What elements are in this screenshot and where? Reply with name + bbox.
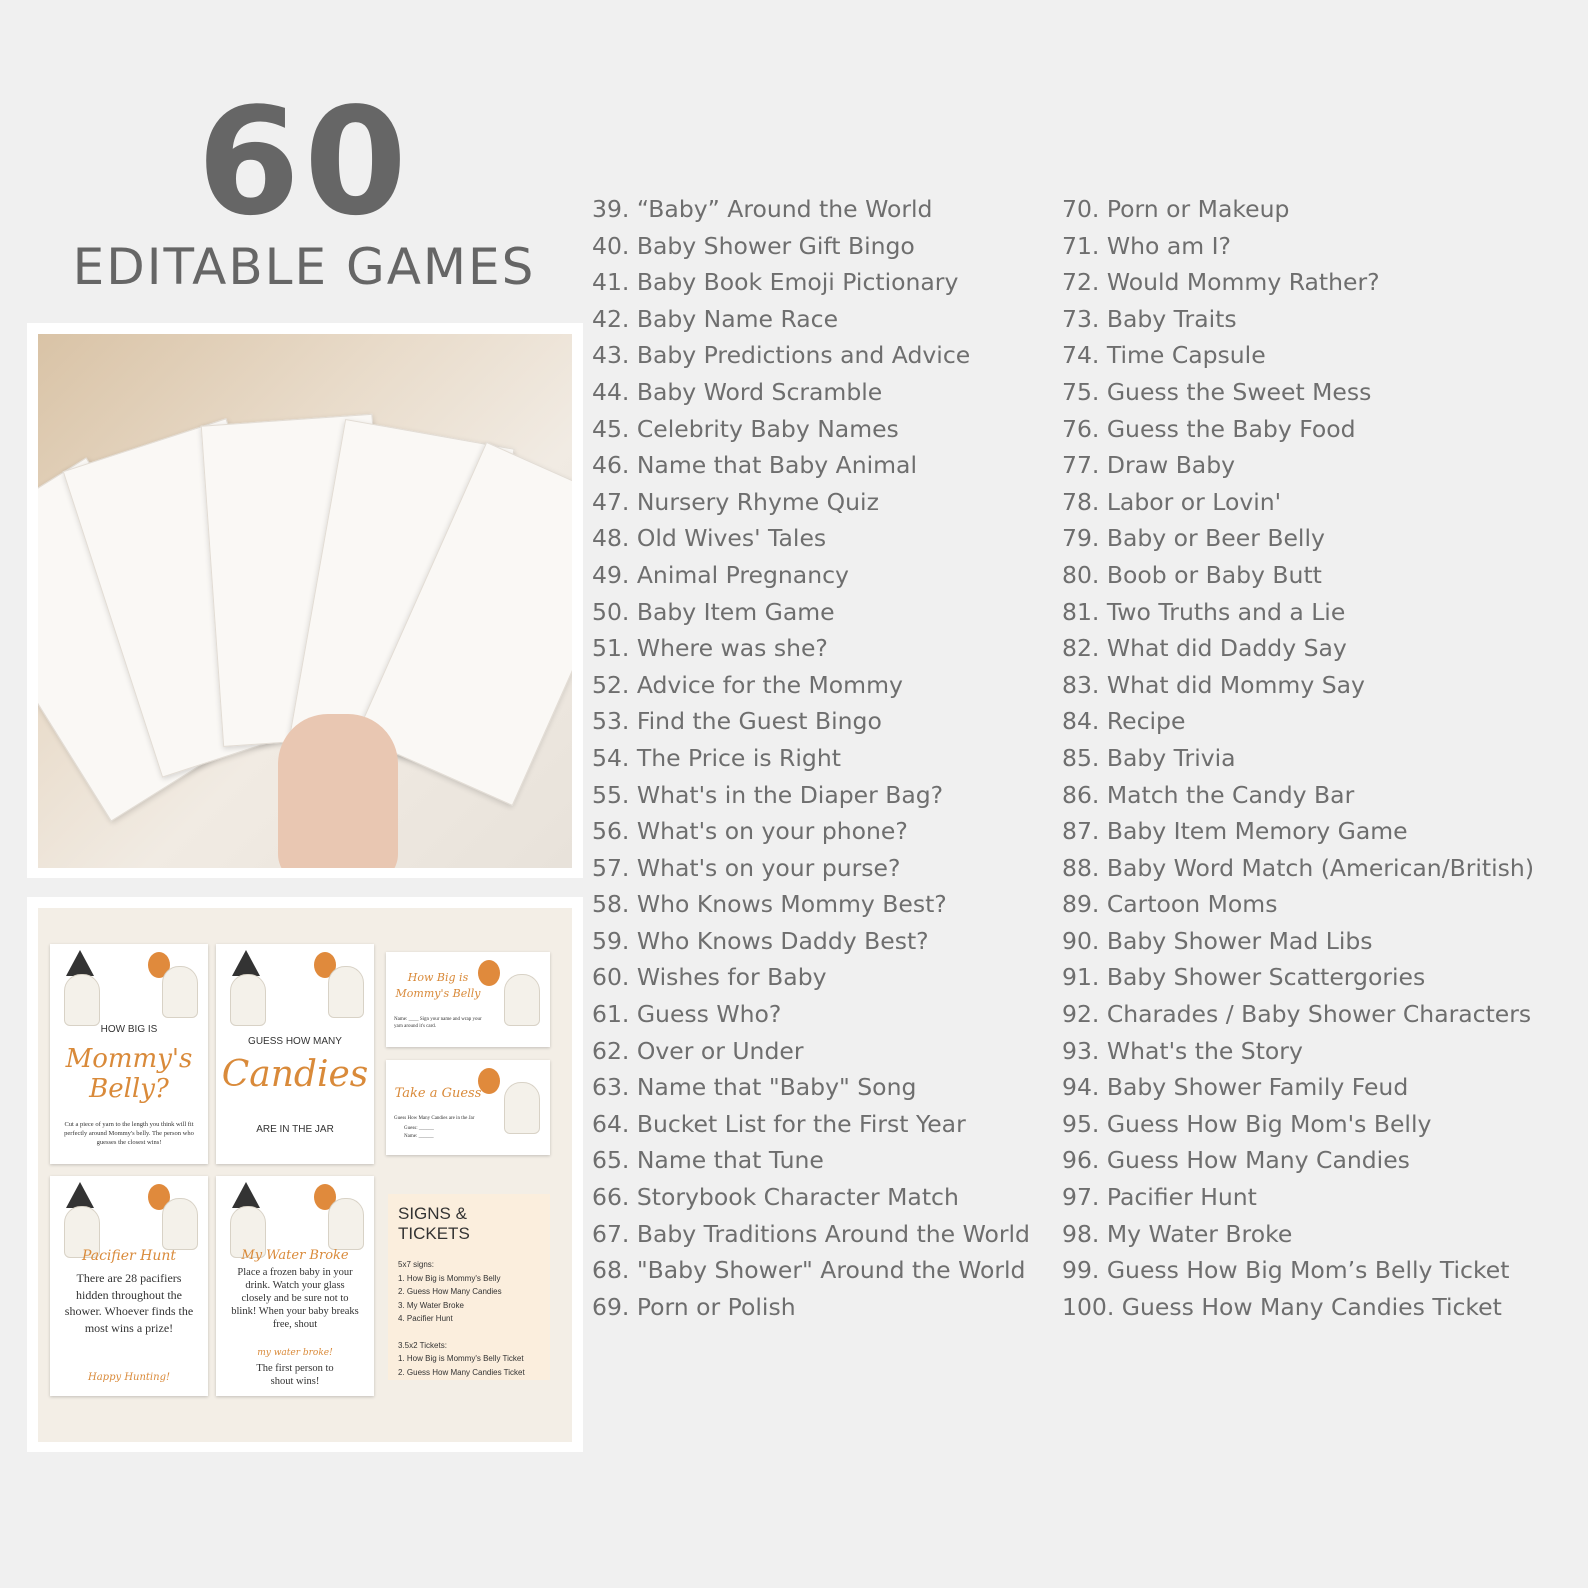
- product-photo-frame: [27, 323, 583, 878]
- game-list-item: 91. Baby Shower Scattergories: [1062, 963, 1426, 992]
- game-list-item: 58. Who Knows Mommy Best?: [592, 890, 947, 919]
- game-list-item: 74. Time Capsule: [1062, 341, 1266, 370]
- card-top-text: HOW BIG IS: [100, 1024, 158, 1035]
- ticket-take-a-guess: [386, 1060, 550, 1155]
- card-script-text: My Water Broke: [241, 1248, 349, 1263]
- witch-hat-icon: [232, 950, 260, 976]
- game-list-item: 60. Wishes for Baby: [592, 963, 827, 992]
- card-script-text: Pacifier Hunt: [81, 1248, 177, 1264]
- card-pacifier-hunt: [50, 1176, 208, 1396]
- game-list-item: 45. Celebrity Baby Names: [592, 414, 899, 443]
- game-list-item: 96. Guess How Many Candies: [1062, 1146, 1410, 1175]
- card-body-text: Place a frozen baby in your drink. Watch your glass closely and be sure not to blink! When your baby breaks free, shout: [231, 1267, 359, 1330]
- ghost-icon: [162, 966, 198, 1018]
- card-body-text: There are 28 pacifiers hidden throughout the shower. Whoever finds the most wins a prize!: [64, 1271, 194, 1335]
- game-list-item: 97. Pacifier Hunt: [1062, 1183, 1257, 1212]
- game-list-item: 82. What did Daddy Say: [1062, 634, 1347, 663]
- preview-collage: [38, 908, 572, 1442]
- game-list-item: 88. Baby Word Match (American/British): [1062, 853, 1534, 882]
- ghost-icon: [162, 1198, 198, 1250]
- ghost-icon: [328, 1198, 364, 1250]
- ghost-icon: [328, 966, 364, 1018]
- game-list-item: 39. “Baby” Around the World: [592, 195, 933, 223]
- game-list-item: 71. Who am I?: [1062, 231, 1231, 260]
- game-list-item: 79. Baby or Beer Belly: [1062, 524, 1325, 553]
- games-list-right: [1062, 191, 1534, 1325]
- game-list-item: 56. What's on your phone?: [592, 817, 908, 846]
- game-list-item: 53. Find the Guest Bingo: [592, 707, 882, 736]
- game-list-item: 51. Where was she?: [592, 634, 828, 663]
- card-mommys-belly: [50, 944, 208, 1164]
- game-list-item: 75. Guess the Sweet Mess: [1062, 377, 1372, 406]
- game-list-item: 85. Baby Trivia: [1062, 743, 1236, 772]
- signs-list-item: 2. Guess How Many Candies: [398, 1287, 502, 1296]
- game-list-item: 64. Bucket List for the First Year: [592, 1109, 966, 1138]
- card-candies: [216, 944, 374, 1164]
- ticket-field: Name: ______: [404, 1134, 434, 1139]
- preview-frame: [27, 897, 583, 1452]
- game-list-item: 44. Baby Word Scramble: [592, 377, 883, 406]
- tickets-list-item: 1. How Big is Mommy's Belly Ticket: [398, 1354, 524, 1363]
- card-script-text: Mommy's Belly?: [65, 1044, 193, 1104]
- product-photo: [38, 334, 572, 868]
- tickets-header: 3.5x2 Tickets:: [398, 1340, 447, 1350]
- game-list-item: 67. Baby Traditions Around the World: [592, 1219, 1030, 1248]
- game-list-item: 92. Charades / Baby Shower Characters: [1062, 1000, 1532, 1029]
- page-heading-subtitle: EDITABLE GAMES: [72, 238, 536, 296]
- ghost-icon: [504, 1082, 540, 1134]
- ticket-field: Guess: ______: [404, 1126, 434, 1131]
- game-list-item: 65. Name that Tune: [592, 1146, 824, 1175]
- game-list-item: 70. Porn or Makeup: [1062, 195, 1290, 223]
- hand-illustration: [278, 714, 398, 868]
- game-list-item: 98. My Water Broke: [1062, 1219, 1293, 1248]
- card-water-broke: [216, 1176, 374, 1396]
- ghost-icon: [64, 974, 100, 1026]
- game-list-item: 55. What's in the Diaper Bag?: [592, 780, 944, 809]
- game-list-item: 84. Recipe: [1062, 707, 1186, 736]
- ghost-icon: [230, 974, 266, 1026]
- game-list-item: 72. Would Mommy Rather?: [1062, 268, 1380, 297]
- game-list-item: 57. What's on your purse?: [592, 853, 901, 882]
- game-list-item: 81. Two Truths and a Lie: [1062, 597, 1346, 626]
- card-bottom-text: ARE IN THE JAR: [256, 1124, 334, 1135]
- game-list-item: 68. "Baby Shower" Around the World: [592, 1256, 1026, 1285]
- tickets-list-item: 2. Guess How Many Candies Ticket: [398, 1367, 525, 1377]
- witch-hat-icon: [66, 1182, 94, 1208]
- signs-title: SIGNS & TICKETS: [398, 1204, 470, 1243]
- games-list-left: [592, 191, 1030, 1325]
- signs-tickets-box: [388, 1194, 550, 1380]
- game-list-item: 80. Boob or Baby Butt: [1062, 560, 1322, 589]
- game-list-item: 95. Guess How Big Mom's Belly: [1062, 1109, 1432, 1138]
- ghost-icon: [504, 974, 540, 1026]
- witch-hat-icon: [66, 950, 94, 976]
- game-list-item: 54. The Price is Right: [592, 743, 841, 772]
- signs-list-item: 3. My Water Broke: [398, 1300, 464, 1310]
- witch-hat-icon: [232, 1182, 260, 1208]
- game-list-item: 59. Who Knows Daddy Best?: [592, 926, 929, 955]
- game-list-item: 86. Match the Candy Bar: [1062, 780, 1355, 809]
- game-list-item: 42. Baby Name Race: [592, 304, 839, 333]
- signs-list-item: 1. How Big is Mommy's Belly: [398, 1273, 501, 1283]
- game-list-item: 61. Guess Who?: [592, 1000, 782, 1029]
- card-footer-text: Happy Hunting!: [88, 1372, 170, 1383]
- card-body-text: Cut a piece of yarn to the length you think will fit perfectly around Mommy's belly. The person who guesses the closest wins!: [64, 1121, 194, 1146]
- game-list-item: 69. Porn or Polish: [592, 1292, 796, 1321]
- game-list-item: 87. Baby Item Memory Game: [1062, 817, 1408, 846]
- card-footer-text: The first person to shout wins!: [256, 1363, 334, 1387]
- game-list-item: 100. Guess How Many Candies Ticket: [1062, 1292, 1502, 1321]
- game-list-item: 63. Name that "Baby" Song: [592, 1073, 917, 1102]
- card-body-text: Name: ____ Sign your name and wrap your yarn around it's card.: [394, 1017, 482, 1029]
- game-list-item: 76. Guess the Baby Food: [1062, 414, 1356, 443]
- card-script-text: Candies: [221, 1054, 369, 1095]
- card-script-text: How Big is Mommy's Belly: [395, 971, 481, 1000]
- game-list-item: 62. Over or Under: [592, 1036, 804, 1065]
- card-quote-text: my water broke!: [257, 1348, 333, 1358]
- signs-list-item: 4. Pacifier Hunt: [398, 1314, 453, 1323]
- game-list-item: 47. Nursery Rhyme Quiz: [592, 487, 879, 516]
- ticket-mommys-belly: [386, 952, 550, 1047]
- game-list-item: 49. Animal Pregnancy: [592, 560, 849, 589]
- game-list-item: 83. What did Mommy Say: [1062, 670, 1365, 699]
- game-list-item: 43. Baby Predictions and Advice: [592, 341, 971, 370]
- game-list-item: 77. Draw Baby: [1062, 451, 1236, 480]
- game-list-item: 52. Advice for the Mommy: [592, 670, 903, 699]
- game-list-item: 94. Baby Shower Family Feud: [1062, 1073, 1409, 1102]
- game-list-item: 73. Baby Traits: [1062, 304, 1237, 333]
- game-list-item: 41. Baby Book Emoji Pictionary: [592, 268, 959, 297]
- game-list-item: 50. Baby Item Game: [592, 597, 835, 626]
- card-script-text: Take a Guess: [394, 1086, 482, 1101]
- game-list-item: 46. Name that Baby Animal: [592, 451, 917, 480]
- game-list-item: 48. Old Wives' Tales: [592, 524, 827, 553]
- card-body-text: Guess How Many Candies are in the Jar: [394, 1116, 475, 1121]
- game-list-item: 93. What's the Story: [1062, 1036, 1303, 1065]
- signs-header: 5x7 signs:: [398, 1260, 435, 1269]
- page-heading-number: 60: [197, 76, 411, 248]
- game-list-item: 89. Cartoon Moms: [1062, 890, 1278, 919]
- game-list-item: 66. Storybook Character Match: [592, 1183, 959, 1212]
- game-list-item: 40. Baby Shower Gift Bingo: [592, 231, 915, 260]
- game-list-item: 78. Labor or Lovin': [1062, 487, 1282, 516]
- card-top-text: GUESS HOW MANY: [248, 1036, 342, 1047]
- game-list-item: 90. Baby Shower Mad Libs: [1062, 926, 1373, 955]
- game-list-item: 99. Guess How Big Mom’s Belly Ticket: [1062, 1256, 1510, 1285]
